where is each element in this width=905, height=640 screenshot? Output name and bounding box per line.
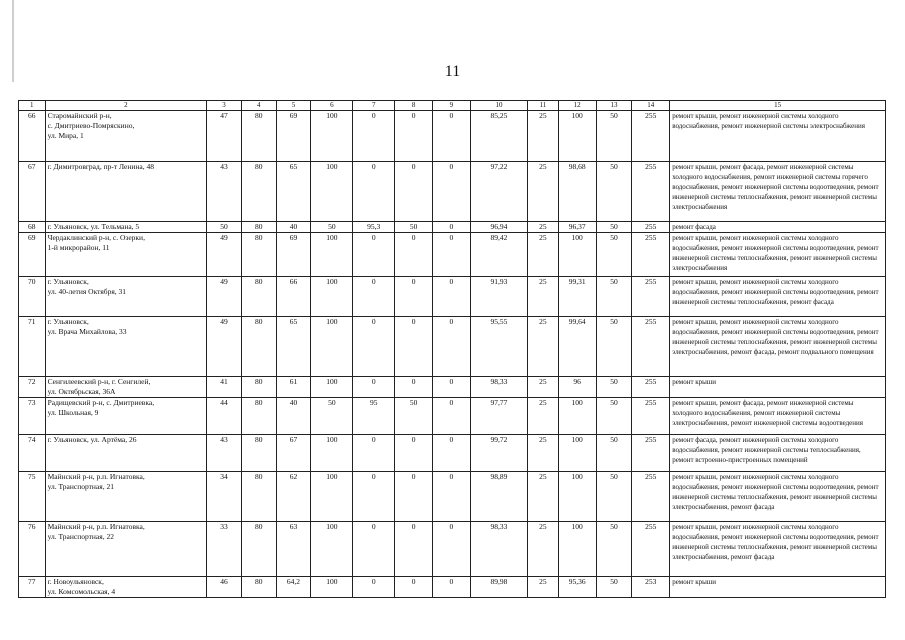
value-cell: 255 <box>632 317 670 377</box>
value-cell: 0 <box>395 162 433 222</box>
value-cell: 0 <box>395 522 433 577</box>
value-cell: 255 <box>632 377 670 398</box>
value-cell: 25 <box>528 233 559 277</box>
value-cell: 50 <box>596 233 632 277</box>
row-number-cell: 76 <box>19 522 46 577</box>
value-cell: 100 <box>311 377 353 398</box>
value-cell: 0 <box>433 577 471 598</box>
value-cell: 0 <box>433 277 471 317</box>
works-cell: ремонт крыши, ремонт инженерной системы холодного водоснабжения, ремонт инженерной системы электроснабжения <box>670 111 886 162</box>
value-cell: 25 <box>528 162 559 222</box>
value-cell: 100 <box>311 317 353 377</box>
column-number: 8 <box>395 101 433 111</box>
value-cell: 0 <box>353 472 395 522</box>
value-cell: 97,77 <box>470 398 527 435</box>
value-cell: 89,98 <box>470 577 527 598</box>
table-row <box>19 233 886 277</box>
value-cell: 255 <box>632 398 670 435</box>
value-cell: 50 <box>596 277 632 317</box>
value-cell: 49 <box>207 277 242 317</box>
value-cell: 95,55 <box>470 317 527 377</box>
value-cell: 65 <box>276 317 311 377</box>
table-row <box>19 522 886 577</box>
value-cell: 255 <box>632 522 670 577</box>
value-cell: 0 <box>353 377 395 398</box>
value-cell: 91,93 <box>470 277 527 317</box>
value-cell: 50 <box>596 522 632 577</box>
value-cell: 0 <box>433 233 471 277</box>
column-number: 13 <box>596 101 632 111</box>
value-cell: 95,36 <box>558 577 596 598</box>
value-cell: 49 <box>207 317 242 377</box>
column-number: 7 <box>353 101 395 111</box>
column-number: 12 <box>558 101 596 111</box>
value-cell: 25 <box>528 111 559 162</box>
value-cell: 50 <box>596 111 632 162</box>
value-cell: 96,94 <box>470 222 527 233</box>
table-row <box>19 472 886 522</box>
value-cell: 0 <box>353 577 395 598</box>
value-cell: 0 <box>433 162 471 222</box>
value-cell: 43 <box>207 435 242 472</box>
value-cell: 50 <box>395 222 433 233</box>
value-cell: 99,64 <box>558 317 596 377</box>
value-cell: 96,37 <box>558 222 596 233</box>
value-cell: 50 <box>596 317 632 377</box>
value-cell: 100 <box>558 522 596 577</box>
value-cell: 0 <box>353 111 395 162</box>
value-cell: 98,68 <box>558 162 596 222</box>
value-cell: 253 <box>632 577 670 598</box>
table-row <box>19 277 886 317</box>
column-number: 14 <box>632 101 670 111</box>
works-cell: ремонт крыши, ремонт инженерной системы холодного водоснабжения, ремонт инженерной системы водоотведения, ремонт инженерной системы теплоснабжения, ремонт инженерной системы электроснабжения, ремонт фасада, ремонт подвального помещения <box>670 317 886 377</box>
table-row <box>19 317 886 377</box>
address-cell: г. Ульяновск, ул. Артёма, 26 <box>45 435 207 472</box>
value-cell: 255 <box>632 277 670 317</box>
value-cell: 67 <box>276 435 311 472</box>
value-cell: 47 <box>207 111 242 162</box>
value-cell: 0 <box>433 435 471 472</box>
value-cell: 80 <box>241 398 276 435</box>
works-cell: ремонт крыши, ремонт инженерной системы холодного водоснабжения, ремонт инженерной системы водоотведения, ремонт инженерной системы теплоснабжения, ремонт инженерной системы электроснабжения, ремонт фасада <box>670 472 886 522</box>
value-cell: 80 <box>241 162 276 222</box>
value-cell: 100 <box>558 435 596 472</box>
value-cell: 100 <box>558 233 596 277</box>
value-cell: 0 <box>353 435 395 472</box>
value-cell: 80 <box>241 317 276 377</box>
value-cell: 0 <box>395 233 433 277</box>
value-cell: 25 <box>528 377 559 398</box>
row-number-cell: 66 <box>19 111 46 162</box>
value-cell: 40 <box>276 398 311 435</box>
value-cell: 255 <box>632 222 670 233</box>
value-cell: 80 <box>241 522 276 577</box>
value-cell: 100 <box>311 277 353 317</box>
value-cell: 43 <box>207 162 242 222</box>
value-cell: 100 <box>311 111 353 162</box>
value-cell: 100 <box>558 398 596 435</box>
value-cell: 25 <box>528 398 559 435</box>
value-cell: 80 <box>241 472 276 522</box>
row-number-cell: 77 <box>19 577 46 598</box>
row-number-cell: 71 <box>19 317 46 377</box>
value-cell: 40 <box>276 222 311 233</box>
value-cell: 34 <box>207 472 242 522</box>
column-number: 6 <box>311 101 353 111</box>
data-table <box>18 100 886 598</box>
value-cell: 50 <box>311 398 353 435</box>
column-number-row <box>19 101 886 111</box>
value-cell: 80 <box>241 222 276 233</box>
value-cell: 0 <box>433 111 471 162</box>
works-cell: ремонт крыши, ремонт фасада, ремонт инженерной системы холодного водоснабжения, ремонт инженерной системы электроснабжения, ремонт инженерной системы водоотведения <box>670 398 886 435</box>
value-cell: 0 <box>395 277 433 317</box>
value-cell: 50 <box>596 435 632 472</box>
row-number-cell: 70 <box>19 277 46 317</box>
value-cell: 255 <box>632 435 670 472</box>
value-cell: 25 <box>528 522 559 577</box>
value-cell: 66 <box>276 277 311 317</box>
value-cell: 100 <box>311 435 353 472</box>
value-cell: 41 <box>207 377 242 398</box>
address-cell: г. Ульяновск, ул. Врача Михайлова, 33 <box>45 317 207 377</box>
value-cell: 100 <box>311 472 353 522</box>
works-cell: ремонт крыши, ремонт инженерной системы холодного водоснабжения, ремонт инженерной системы водоотведения, ремонт инженерной системы теплоснабжения, ремонт инженерной системы электроснабжения, ремонт фасада <box>670 522 886 577</box>
column-number: 11 <box>528 101 559 111</box>
value-cell: 0 <box>353 277 395 317</box>
table-row <box>19 162 886 222</box>
column-number: 15 <box>670 101 886 111</box>
value-cell: 64,2 <box>276 577 311 598</box>
address-cell: г. Димитровград, пр-т Ленина, 48 <box>45 162 207 222</box>
column-number: 9 <box>433 101 471 111</box>
value-cell: 100 <box>558 472 596 522</box>
value-cell: 33 <box>207 522 242 577</box>
table-row <box>19 111 886 162</box>
value-cell: 0 <box>433 398 471 435</box>
table-row <box>19 222 886 233</box>
address-cell: Майнский р-н, р.п. Игнатовка, ул. Транспортная, 21 <box>45 472 207 522</box>
value-cell: 69 <box>276 111 311 162</box>
value-cell: 50 <box>596 162 632 222</box>
row-number-cell: 72 <box>19 377 46 398</box>
value-cell: 98,33 <box>470 377 527 398</box>
row-number-cell: 75 <box>19 472 46 522</box>
value-cell: 50 <box>311 222 353 233</box>
value-cell: 0 <box>433 472 471 522</box>
value-cell: 80 <box>241 577 276 598</box>
works-cell: ремонт крыши <box>670 377 886 398</box>
row-number-cell: 73 <box>19 398 46 435</box>
value-cell: 46 <box>207 577 242 598</box>
value-cell: 80 <box>241 111 276 162</box>
page-number: 11 <box>444 63 461 80</box>
column-number: 10 <box>470 101 527 111</box>
value-cell: 100 <box>311 233 353 277</box>
value-cell: 0 <box>395 577 433 598</box>
value-cell: 50 <box>596 577 632 598</box>
value-cell: 255 <box>632 472 670 522</box>
value-cell: 255 <box>632 111 670 162</box>
value-cell: 25 <box>528 435 559 472</box>
works-cell: ремонт крыши <box>670 577 886 598</box>
value-cell: 99,72 <box>470 435 527 472</box>
value-cell: 80 <box>241 377 276 398</box>
works-cell: ремонт крыши, ремонт фасада, ремонт инженерной системы холодного водоснабжения, ремонт инженерной системы горячего водоснабжения, ремонт инженерной системы водоотведения, ремонт инженерной системы теплоснабжения, ремонт инженерной системы электроснабжения <box>670 162 886 222</box>
value-cell: 80 <box>241 435 276 472</box>
value-cell: 96 <box>558 377 596 398</box>
table-row <box>19 377 886 398</box>
row-number-cell: 67 <box>19 162 46 222</box>
column-number: 4 <box>241 101 276 111</box>
value-cell: 0 <box>433 317 471 377</box>
value-cell: 25 <box>528 277 559 317</box>
value-cell: 25 <box>528 472 559 522</box>
table-row <box>19 577 886 598</box>
column-number: 3 <box>207 101 242 111</box>
address-cell: г. Ульяновск, ул. 40-летия Октября, 31 <box>45 277 207 317</box>
row-number-cell: 69 <box>19 233 46 277</box>
address-cell: Старомайнский р-н, с. Дмитриево-Помряскино, ул. Мира, 1 <box>45 111 207 162</box>
address-cell: г. Ульяновск, ул. Тельмана, 5 <box>45 222 207 233</box>
value-cell: 0 <box>433 222 471 233</box>
value-cell: 255 <box>632 162 670 222</box>
value-cell: 50 <box>207 222 242 233</box>
value-cell: 62 <box>276 472 311 522</box>
value-cell: 44 <box>207 398 242 435</box>
value-cell: 0 <box>395 377 433 398</box>
value-cell: 0 <box>353 522 395 577</box>
value-cell: 61 <box>276 377 311 398</box>
table-row <box>19 435 886 472</box>
value-cell: 80 <box>241 233 276 277</box>
column-number: 1 <box>19 101 46 111</box>
row-number-cell: 74 <box>19 435 46 472</box>
works-cell: ремонт крыши, ремонт инженерной системы холодного водоснабжения, ремонт инженерной системы водоотведения, ремонт инженерной системы теплоснабжения, ремонт фасада <box>670 277 886 317</box>
value-cell: 0 <box>353 162 395 222</box>
works-cell: ремонт фасада <box>670 222 886 233</box>
value-cell: 89,42 <box>470 233 527 277</box>
value-cell: 0 <box>433 522 471 577</box>
value-cell: 50 <box>596 222 632 233</box>
value-cell: 100 <box>311 522 353 577</box>
value-cell: 100 <box>558 111 596 162</box>
works-cell: ремонт фасада, ремонт инженерной системы холодного водоснабжения, ремонт инженерной системы теплоснабжения, ремонт встроенно-пристроенных помещений <box>670 435 886 472</box>
value-cell: 99,31 <box>558 277 596 317</box>
value-cell: 63 <box>276 522 311 577</box>
value-cell: 0 <box>395 111 433 162</box>
row-number-cell: 68 <box>19 222 46 233</box>
value-cell: 100 <box>311 162 353 222</box>
address-cell: Чердаклинский р-н, с. Озерки, 1-й микрорайон, 11 <box>45 233 207 277</box>
value-cell: 0 <box>395 317 433 377</box>
value-cell: 255 <box>632 233 670 277</box>
value-cell: 98,89 <box>470 472 527 522</box>
value-cell: 50 <box>395 398 433 435</box>
value-cell: 50 <box>596 398 632 435</box>
value-cell: 85,25 <box>470 111 527 162</box>
value-cell: 25 <box>528 317 559 377</box>
value-cell: 0 <box>395 435 433 472</box>
value-cell: 0 <box>395 472 433 522</box>
value-cell: 80 <box>241 277 276 317</box>
value-cell: 50 <box>596 472 632 522</box>
value-cell: 69 <box>276 233 311 277</box>
value-cell: 95,3 <box>353 222 395 233</box>
address-cell: Радищевский р-н, с. Дмитриевка, ул. Школьная, 9 <box>45 398 207 435</box>
column-number: 5 <box>276 101 311 111</box>
column-number: 2 <box>45 101 207 111</box>
address-cell: Майнский р-н, р.п. Игнатовка, ул. Транспортная, 22 <box>45 522 207 577</box>
address-cell: Сенгилеевский р-н, г. Сенгилей, ул. Октябрьская, 36А <box>45 377 207 398</box>
address-cell: г. Новоульяновск, ул. Комсомольская, 4 <box>45 577 207 598</box>
value-cell: 0 <box>353 233 395 277</box>
value-cell: 50 <box>596 377 632 398</box>
value-cell: 97,22 <box>470 162 527 222</box>
value-cell: 98,33 <box>470 522 527 577</box>
value-cell: 25 <box>528 577 559 598</box>
value-cell: 100 <box>311 577 353 598</box>
works-cell: ремонт крыши, ремонт инженерной системы холодного водоснабжения, ремонт инженерной системы водоотведения, ремонт инженерной системы теплоснабжения, ремонт инженерной системы электроснабжения <box>670 233 886 277</box>
value-cell: 65 <box>276 162 311 222</box>
value-cell: 95 <box>353 398 395 435</box>
value-cell: 0 <box>353 317 395 377</box>
value-cell: 25 <box>528 222 559 233</box>
table-row <box>19 398 886 435</box>
value-cell: 0 <box>433 377 471 398</box>
value-cell: 49 <box>207 233 242 277</box>
